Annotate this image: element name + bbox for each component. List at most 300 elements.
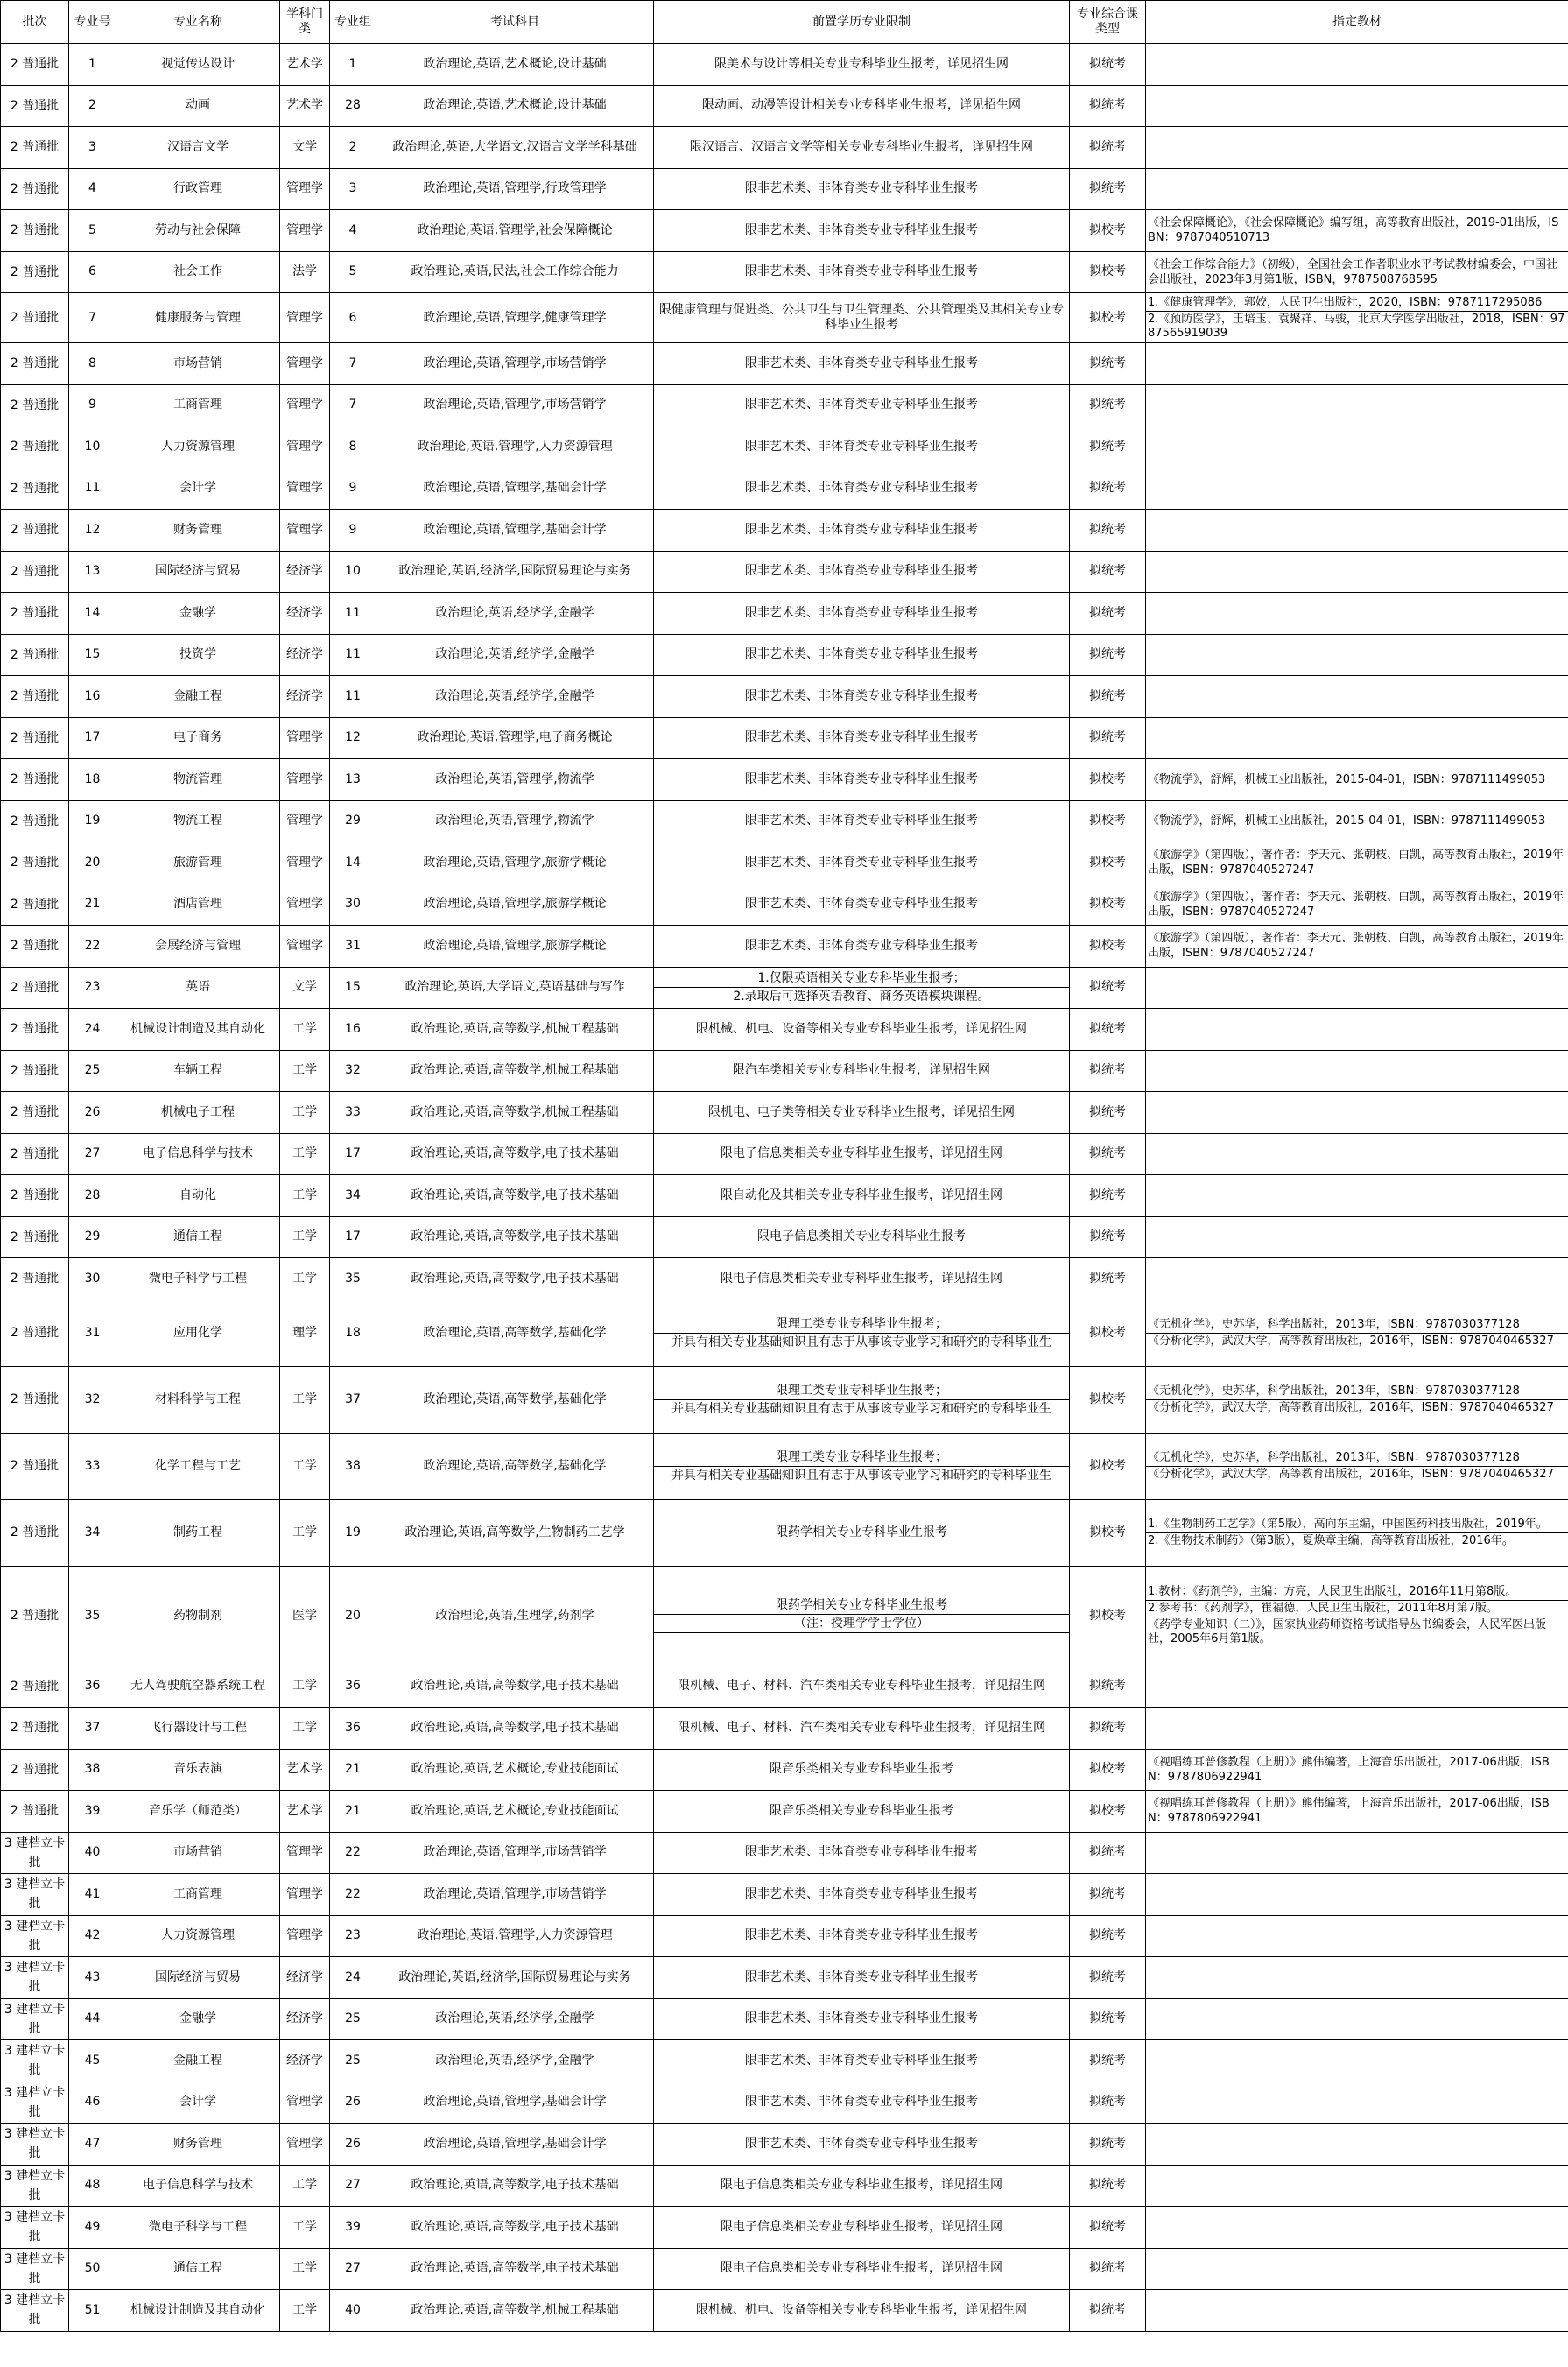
cell-discipline: 艺术学 bbox=[280, 44, 330, 86]
cell-subjects: 政治理论,英语,管理学,电子商务概论 bbox=[376, 717, 654, 759]
cell-textbooks bbox=[1146, 884, 1568, 926]
cell-subjects: 政治理论,英语,管理学,物流学 bbox=[376, 800, 654, 842]
cell-discipline: 工学 bbox=[280, 1133, 330, 1175]
table-row bbox=[1, 1666, 1568, 1708]
cell-course-type: 拟统考 bbox=[1070, 1009, 1146, 1051]
cell-subjects: 政治理论,英语,高等数学,机械工程基础 bbox=[376, 2290, 654, 2332]
cell-group: 38 bbox=[330, 1433, 376, 1499]
cell-major-no: 10 bbox=[69, 426, 116, 468]
cell-discipline: 工学 bbox=[280, 1175, 330, 1217]
cell-subjects: 政治理论,英语,经济学,国际贸易理论与实务 bbox=[376, 1957, 654, 1999]
cell-course-type: 拟统考 bbox=[1070, 1957, 1146, 1999]
cell-subjects: 政治理论,英语,管理学,旅游学概论 bbox=[376, 842, 654, 884]
cell-course-type: 拟统考 bbox=[1070, 426, 1146, 468]
cell-major-name: 汉语言文学 bbox=[116, 127, 280, 169]
cell-prior-limits bbox=[654, 1749, 1070, 1791]
cell-batch: 2 普通批 bbox=[1, 210, 69, 252]
limit-line: 限非艺术类、非体育类专业专科毕业生报考 bbox=[745, 1886, 978, 1901]
cell-major-name: 金融工程 bbox=[116, 676, 280, 718]
cell-prior-limits bbox=[654, 926, 1070, 968]
cell-major-no: 42 bbox=[69, 1915, 116, 1957]
textbook-entry: 《视唱练耳普修教程（上册）》熊伟编著，上海音乐出版社，2017-06出版，ISBN：9787806922941 bbox=[1148, 1797, 1550, 1826]
cell-major-no: 12 bbox=[69, 510, 116, 552]
cell-batch: 2 普通批 bbox=[1, 759, 69, 801]
cell-course-type: 拟校考 bbox=[1070, 842, 1146, 884]
limit-line: 限非艺术类、非体育类专业专科毕业生报考 bbox=[745, 1845, 978, 1860]
cell-batch: 2 普通批 bbox=[1, 1366, 69, 1433]
table-row bbox=[1, 1258, 1568, 1300]
table-row bbox=[1, 800, 1568, 842]
cell-textbooks bbox=[1146, 634, 1568, 676]
table-row bbox=[1, 1050, 1568, 1092]
limit-line: 限非艺术类、非体育类专业专科毕业生报考 bbox=[745, 771, 978, 786]
cell-prior-limits bbox=[654, 2040, 1070, 2082]
table-row bbox=[1, 1216, 1568, 1258]
cell-subjects: 政治理论,英语,大学语文,英语基础与写作 bbox=[376, 967, 654, 1009]
cell-batch: 2 普通批 bbox=[1, 293, 69, 343]
cell-batch: 3 建档立卡批 bbox=[1, 1957, 69, 1999]
header-discipline: 学科门类 bbox=[280, 1, 330, 44]
cell-textbooks bbox=[1146, 759, 1568, 801]
cell-major-name: 化学工程与工艺 bbox=[116, 1433, 280, 1499]
cell-prior-limits bbox=[654, 1300, 1070, 1366]
cell-subjects: 政治理论,英语,高等数学,机械工程基础 bbox=[376, 1009, 654, 1051]
table-row bbox=[1, 1092, 1568, 1134]
cell-prior-limits bbox=[654, 2290, 1070, 2332]
cell-group: 21 bbox=[330, 1749, 376, 1791]
table-row bbox=[1, 343, 1568, 385]
cell-textbooks bbox=[1146, 1749, 1568, 1791]
cell-batch: 2 普通批 bbox=[1, 343, 69, 385]
header-subjects: 考试科目 bbox=[376, 1, 654, 44]
cell-course-type: 拟统考 bbox=[1070, 1915, 1146, 1957]
cell-subjects: 政治理论,英语,高等数学,电子技术基础 bbox=[376, 1708, 654, 1750]
cell-group: 12 bbox=[330, 717, 376, 759]
cell-prior-limits bbox=[654, 676, 1070, 718]
table-row bbox=[1, 634, 1568, 676]
cell-textbooks bbox=[1146, 1133, 1568, 1175]
cell-major-no: 43 bbox=[69, 1957, 116, 1999]
cell-group: 11 bbox=[330, 593, 376, 635]
cell-group: 27 bbox=[330, 2165, 376, 2207]
table-row bbox=[1, 1133, 1568, 1175]
cell-subjects: 政治理论,英语,管理学,健康管理学 bbox=[376, 293, 654, 343]
cell-major-name: 电子信息科学与技术 bbox=[116, 2165, 280, 2207]
cell-prior-limits bbox=[654, 1433, 1070, 1499]
cell-prior-limits bbox=[654, 1366, 1070, 1433]
cell-batch: 2 普通批 bbox=[1, 1300, 69, 1366]
cell-subjects: 政治理论,英语,经济学,金融学 bbox=[376, 676, 654, 718]
cell-textbooks bbox=[1146, 1998, 1568, 2040]
cell-course-type: 拟校考 bbox=[1070, 884, 1146, 926]
cell-course-type: 拟统考 bbox=[1070, 2082, 1146, 2124]
cell-major-name: 市场营销 bbox=[116, 343, 280, 385]
limit-line: 限动画、动漫等设计相关专业专科毕业生报考，详见招生网 bbox=[702, 98, 1021, 113]
cell-course-type: 拟校考 bbox=[1070, 800, 1146, 842]
cell-course-type: 拟统考 bbox=[1070, 1258, 1146, 1300]
table-row bbox=[1, 1175, 1568, 1217]
cell-prior-limits bbox=[654, 1133, 1070, 1175]
cell-batch: 2 普通批 bbox=[1, 1791, 69, 1833]
cell-textbooks bbox=[1146, 251, 1568, 293]
cell-major-name: 药物制剂 bbox=[116, 1566, 280, 1666]
cell-course-type: 拟校考 bbox=[1070, 1566, 1146, 1666]
cell-course-type: 拟统考 bbox=[1070, 2124, 1146, 2166]
table-row bbox=[1, 2040, 1568, 2082]
cell-major-no: 44 bbox=[69, 1998, 116, 2040]
table-row bbox=[1, 251, 1568, 293]
cell-discipline: 法学 bbox=[280, 251, 330, 293]
cell-batch: 2 普通批 bbox=[1, 168, 69, 210]
cell-prior-limits bbox=[654, 2248, 1070, 2290]
cell-course-type: 拟统考 bbox=[1070, 168, 1146, 210]
cell-batch: 2 普通批 bbox=[1, 1433, 69, 1499]
limit-line: 限非艺术类、非体育类专业专科毕业生报考 bbox=[745, 688, 978, 703]
cell-batch: 3 建档立卡批 bbox=[1, 2040, 69, 2082]
cell-batch: 2 普通批 bbox=[1, 1050, 69, 1092]
cell-course-type: 拟统考 bbox=[1070, 634, 1146, 676]
cell-major-name: 电子信息科学与技术 bbox=[116, 1133, 280, 1175]
cell-course-type: 拟统考 bbox=[1070, 1832, 1146, 1874]
cell-course-type: 拟统考 bbox=[1070, 593, 1146, 635]
cell-discipline: 管理学 bbox=[280, 2124, 330, 2166]
limit-line: 限非艺术类、非体育类专业专科毕业生报考 bbox=[745, 398, 978, 412]
cell-batch: 2 普通批 bbox=[1, 1666, 69, 1708]
table-row bbox=[1, 1915, 1568, 1957]
cell-subjects: 政治理论,英语,高等数学,机械工程基础 bbox=[376, 1092, 654, 1134]
cell-major-no: 39 bbox=[69, 1791, 116, 1833]
cell-textbooks bbox=[1146, 967, 1568, 1009]
limit-line: 限机械、机电、设备等相关专业专科毕业生报考，详见招生网 bbox=[696, 2302, 1027, 2317]
limit-line: 限汽车类相关专业专科毕业生报考，详见招生网 bbox=[733, 1063, 990, 1078]
cell-prior-limits bbox=[654, 800, 1070, 842]
cell-subjects: 政治理论,英语,管理学,人力资源管理 bbox=[376, 1915, 654, 1957]
cell-course-type: 拟统考 bbox=[1070, 1998, 1146, 2040]
cell-discipline: 管理学 bbox=[280, 426, 330, 468]
cell-textbooks bbox=[1146, 1666, 1568, 1708]
table-row bbox=[1, 384, 1568, 426]
table-row bbox=[1, 1749, 1568, 1791]
cell-course-type: 拟统考 bbox=[1070, 1133, 1146, 1175]
cell-major-name: 微电子科学与工程 bbox=[116, 2207, 280, 2249]
limit-line: 限理工类专业专科毕业生报考； bbox=[654, 1448, 1069, 1467]
cell-major-no: 51 bbox=[69, 2290, 116, 2332]
limit-line: 限非艺术类、非体育类专业专科毕业生报考 bbox=[745, 522, 978, 537]
limit-line: 限非艺术类、非体育类专业专科毕业生报考 bbox=[745, 356, 978, 370]
cell-group: 29 bbox=[330, 800, 376, 842]
cell-discipline: 管理学 bbox=[280, 210, 330, 252]
cell-major-name: 会计学 bbox=[116, 468, 280, 510]
cell-major-name: 财务管理 bbox=[116, 510, 280, 552]
cell-major-name: 人力资源管理 bbox=[116, 1915, 280, 1957]
cell-subjects: 政治理论,英语,生理学,药剂学 bbox=[376, 1566, 654, 1666]
table-row bbox=[1, 593, 1568, 635]
cell-discipline: 管理学 bbox=[280, 468, 330, 510]
cell-major-name: 通信工程 bbox=[116, 2248, 280, 2290]
cell-discipline: 工学 bbox=[280, 2290, 330, 2332]
table-row bbox=[1, 1566, 1568, 1666]
cell-batch: 2 普通批 bbox=[1, 926, 69, 968]
cell-textbooks bbox=[1146, 1216, 1568, 1258]
textbook-entry: 《社会工作综合能力》（初级），全国社会工作者职业水平考试教材编委会，中国社会出版社，2023年3月第1版，ISBN，9787508768595 bbox=[1148, 257, 1558, 286]
cell-prior-limits bbox=[654, 1874, 1070, 1916]
cell-major-name: 旅游管理 bbox=[116, 842, 280, 884]
cell-prior-limits bbox=[654, 2082, 1070, 2124]
table-row bbox=[1, 2082, 1568, 2124]
cell-textbooks bbox=[1146, 2165, 1568, 2207]
cell-batch: 2 普通批 bbox=[1, 1749, 69, 1791]
cell-textbooks bbox=[1146, 1499, 1568, 1566]
cell-group: 22 bbox=[330, 1832, 376, 1874]
cell-discipline: 工学 bbox=[280, 1050, 330, 1092]
cell-textbooks bbox=[1146, 842, 1568, 884]
cell-group: 25 bbox=[330, 2040, 376, 2082]
limit-line: 限理工类专业专科毕业生报考； bbox=[654, 1315, 1069, 1334]
cell-major-no: 27 bbox=[69, 1133, 116, 1175]
textbook-entry: 《分析化学》，武汉大学，高等教育出版社，2016年，ISBN：9787040465327 bbox=[1148, 1400, 1554, 1414]
table-row bbox=[1, 842, 1568, 884]
cell-major-name: 制药工程 bbox=[116, 1499, 280, 1566]
cell-group: 9 bbox=[330, 510, 376, 552]
cell-major-no: 15 bbox=[69, 634, 116, 676]
cell-group: 8 bbox=[330, 426, 376, 468]
cell-textbooks bbox=[1146, 1957, 1568, 1999]
limit-line: 限非艺术类、非体育类专业专科毕业生报考 bbox=[745, 1969, 978, 1984]
cell-major-no: 11 bbox=[69, 468, 116, 510]
cell-group: 30 bbox=[330, 884, 376, 926]
cell-textbooks bbox=[1146, 1915, 1568, 1957]
cell-batch: 3 建档立卡批 bbox=[1, 2207, 69, 2249]
cell-batch: 2 普通批 bbox=[1, 384, 69, 426]
cell-textbooks bbox=[1146, 168, 1568, 210]
cell-subjects: 政治理论,英语,管理学,基础会计学 bbox=[376, 2082, 654, 2124]
limit-line: 限非艺术类、非体育类专业专科毕业生报考 bbox=[745, 222, 978, 237]
cell-group: 26 bbox=[330, 2124, 376, 2166]
cell-course-type: 拟统考 bbox=[1070, 1175, 1146, 1217]
cell-subjects: 政治理论,英语,高等数学,电子技术基础 bbox=[376, 1175, 654, 1217]
textbook-entry: 《分析化学》，武汉大学，高等教育出版社，2016年，ISBN：9787040465327 bbox=[1148, 1334, 1554, 1348]
cell-batch: 2 普通批 bbox=[1, 127, 69, 169]
cell-prior-limits bbox=[654, 168, 1070, 210]
cell-textbooks bbox=[1146, 1832, 1568, 1874]
cell-major-name: 工商管理 bbox=[116, 1874, 280, 1916]
cell-major-name: 物流工程 bbox=[116, 800, 280, 842]
cell-textbooks bbox=[1146, 2124, 1568, 2166]
cell-group: 13 bbox=[330, 759, 376, 801]
cell-discipline: 管理学 bbox=[280, 1832, 330, 1874]
cell-major-no: 2 bbox=[69, 85, 116, 127]
cell-major-name: 酒店管理 bbox=[116, 884, 280, 926]
cell-major-no: 45 bbox=[69, 2040, 116, 2082]
cell-course-type: 拟统考 bbox=[1070, 551, 1146, 593]
cell-major-name: 应用化学 bbox=[116, 1300, 280, 1366]
cell-course-type: 拟校考 bbox=[1070, 1749, 1146, 1791]
cell-prior-limits bbox=[654, 2124, 1070, 2166]
cell-course-type: 拟校考 bbox=[1070, 1499, 1146, 1566]
textbook-entry: 《社会保障概论》，《社会保障概论》编写组，高等教育出版社，2019-01出版，ISBN：9787040510713 bbox=[1148, 216, 1559, 245]
cell-major-no: 21 bbox=[69, 884, 116, 926]
table-row bbox=[1, 676, 1568, 718]
header-major-name: 专业名称 bbox=[116, 1, 280, 44]
cell-course-type: 拟校考 bbox=[1070, 1433, 1146, 1499]
limit-line: 限非艺术类、非体育类专业专科毕业生报考 bbox=[745, 264, 978, 279]
limit-line: 1.仅限英语相关专业专科毕业生报考； bbox=[654, 969, 1069, 988]
cell-discipline: 管理学 bbox=[280, 384, 330, 426]
cell-batch: 2 普通批 bbox=[1, 593, 69, 635]
cell-subjects: 政治理论,英语,经济学,金融学 bbox=[376, 634, 654, 676]
cell-course-type: 拟统考 bbox=[1070, 384, 1146, 426]
header-major-no: 专业号 bbox=[69, 1, 116, 44]
cell-subjects: 政治理论,英语,高等数学,电子技术基础 bbox=[376, 2165, 654, 2207]
table-row bbox=[1, 2248, 1568, 2290]
cell-discipline: 管理学 bbox=[280, 293, 330, 343]
cell-course-type: 拟校考 bbox=[1070, 759, 1146, 801]
header-group: 专业组 bbox=[330, 1, 376, 44]
cell-major-no: 38 bbox=[69, 1749, 116, 1791]
cell-textbooks bbox=[1146, 384, 1568, 426]
table-row bbox=[1, 759, 1568, 801]
cell-major-no: 7 bbox=[69, 293, 116, 343]
cell-major-name: 车辆工程 bbox=[116, 1050, 280, 1092]
cell-subjects: 政治理论,英语,艺术概论,专业技能面试 bbox=[376, 1749, 654, 1791]
cell-major-no: 26 bbox=[69, 1092, 116, 1134]
cell-discipline: 文学 bbox=[280, 127, 330, 169]
cell-subjects: 政治理论,英语,管理学,基础会计学 bbox=[376, 510, 654, 552]
cell-batch: 2 普通批 bbox=[1, 85, 69, 127]
limit-line: 限非艺术类、非体育类专业专科毕业生报考 bbox=[745, 938, 978, 953]
limit-line: 限非艺术类、非体育类专业专科毕业生报考 bbox=[745, 814, 978, 828]
cell-major-no: 47 bbox=[69, 2124, 116, 2166]
cell-subjects: 政治理论,英语,高等数学,生物制药工艺学 bbox=[376, 1499, 654, 1566]
cell-batch: 3 建档立卡批 bbox=[1, 2082, 69, 2124]
cell-discipline: 工学 bbox=[280, 1366, 330, 1433]
textbook-entry: 《无机化学》，史苏华，科学出版社，2013年，ISBN：9787030377128 bbox=[1146, 1384, 1568, 1400]
cell-batch: 2 普通批 bbox=[1, 1566, 69, 1666]
cell-major-name: 劳动与社会保障 bbox=[116, 210, 280, 252]
cell-major-name: 英语 bbox=[116, 967, 280, 1009]
cell-major-name: 视觉传达设计 bbox=[116, 44, 280, 86]
cell-discipline: 艺术学 bbox=[280, 1749, 330, 1791]
cell-major-no: 23 bbox=[69, 967, 116, 1009]
header-prior-limits: 前置学历专业限制 bbox=[654, 1, 1070, 44]
cell-prior-limits bbox=[654, 2207, 1070, 2249]
cell-textbooks bbox=[1146, 1874, 1568, 1916]
limit-line: 限机械、电子、材料、汽车类相关专业专科毕业生报考，详见招生网 bbox=[678, 1679, 1045, 1694]
cell-subjects: 政治理论,英语,经济学,国际贸易理论与实务 bbox=[376, 551, 654, 593]
limit-line: 限机械、机电、设备等相关专业专科毕业生报考，详见招生网 bbox=[696, 1021, 1027, 1036]
cell-major-no: 49 bbox=[69, 2207, 116, 2249]
cell-major-name: 会计学 bbox=[116, 2082, 280, 2124]
textbook-entry: 1.教材：《药剂学》，主编：方亮，人民卫生出版社，2016年11月第8版。 bbox=[1146, 1584, 1568, 1601]
cell-prior-limits bbox=[654, 1092, 1070, 1134]
cell-batch: 2 普通批 bbox=[1, 800, 69, 842]
cell-group: 27 bbox=[330, 2248, 376, 2290]
cell-batch: 2 普通批 bbox=[1, 967, 69, 1009]
cell-group: 34 bbox=[330, 1175, 376, 1217]
cell-discipline: 工学 bbox=[280, 1216, 330, 1258]
cell-major-no: 29 bbox=[69, 1216, 116, 1258]
limit-line: 限非艺术类、非体育类专业专科毕业生报考 bbox=[745, 2053, 978, 2068]
cell-prior-limits bbox=[654, 384, 1070, 426]
cell-major-no: 41 bbox=[69, 1874, 116, 1916]
limit-line: 并具有相关专业基础知识且有志于从事该专业学习和研究的专科毕业生 bbox=[671, 1335, 1051, 1349]
limit-line: 并具有相关专业基础知识且有志于从事该专业学习和研究的专科毕业生 bbox=[671, 1401, 1051, 1416]
cell-discipline: 管理学 bbox=[280, 343, 330, 385]
limit-line: 限自动化及其相关专业专科毕业生报考，详见招生网 bbox=[721, 1187, 1002, 1202]
table-row bbox=[1, 2124, 1568, 2166]
cell-textbooks bbox=[1146, 293, 1568, 343]
cell-batch: 2 普通批 bbox=[1, 44, 69, 86]
cell-subjects: 政治理论,英语,高等数学,电子技术基础 bbox=[376, 1666, 654, 1708]
cell-discipline: 管理学 bbox=[280, 1874, 330, 1916]
cell-discipline: 管理学 bbox=[280, 926, 330, 968]
cell-subjects: 政治理论,英语,管理学,社会保障概论 bbox=[376, 210, 654, 252]
cell-group: 10 bbox=[330, 551, 376, 593]
cell-discipline: 工学 bbox=[280, 1009, 330, 1051]
cell-discipline: 经济学 bbox=[280, 676, 330, 718]
limit-line: 限美术与设计等相关专业专科毕业生报考，详见招生网 bbox=[714, 56, 1009, 71]
cell-group: 25 bbox=[330, 1998, 376, 2040]
cell-major-no: 46 bbox=[69, 2082, 116, 2124]
limit-line: 限非艺术类、非体育类专业专科毕业生报考 bbox=[745, 605, 978, 620]
cell-major-name: 材料科学与工程 bbox=[116, 1366, 280, 1433]
cell-subjects: 政治理论,英语,管理学,基础会计学 bbox=[376, 2124, 654, 2166]
cell-discipline: 管理学 bbox=[280, 510, 330, 552]
cell-prior-limits bbox=[654, 510, 1070, 552]
cell-subjects: 政治理论,英语,高等数学,基础化学 bbox=[376, 1433, 654, 1499]
cell-major-name: 微电子科学与工程 bbox=[116, 1258, 280, 1300]
cell-subjects: 政治理论,英语,管理学,市场营销学 bbox=[376, 1832, 654, 1874]
cell-major-name: 金融学 bbox=[116, 1998, 280, 2040]
cell-batch: 3 建档立卡批 bbox=[1, 2124, 69, 2166]
table-row bbox=[1, 551, 1568, 593]
cell-prior-limits bbox=[654, 468, 1070, 510]
cell-major-name: 飞行器设计与工程 bbox=[116, 1708, 280, 1750]
cell-group: 14 bbox=[330, 842, 376, 884]
cell-major-no: 1 bbox=[69, 44, 116, 86]
cell-course-type: 拟统考 bbox=[1070, 2165, 1146, 2207]
cell-course-type: 拟统考 bbox=[1070, 1216, 1146, 1258]
cell-discipline: 经济学 bbox=[280, 593, 330, 635]
cell-group: 28 bbox=[330, 85, 376, 127]
cell-batch: 2 普通批 bbox=[1, 468, 69, 510]
cell-group: 17 bbox=[330, 1133, 376, 1175]
cell-major-name: 健康服务与管理 bbox=[116, 293, 280, 343]
cell-discipline: 工学 bbox=[280, 1258, 330, 1300]
cell-discipline: 工学 bbox=[280, 1092, 330, 1134]
table-row bbox=[1, 44, 1568, 86]
cell-textbooks bbox=[1146, 717, 1568, 759]
cell-major-no: 4 bbox=[69, 168, 116, 210]
cell-major-no: 3 bbox=[69, 127, 116, 169]
cell-course-type: 拟统考 bbox=[1070, 343, 1146, 385]
cell-major-no: 48 bbox=[69, 2165, 116, 2207]
textbook-entry: 《药学专业知识（二）》，国家执业药师资格考试指导丛书编委会，人民军医出版社，2005年6月第1版。 bbox=[1148, 1618, 1547, 1645]
cell-course-type: 拟统考 bbox=[1070, 2248, 1146, 2290]
cell-prior-limits bbox=[654, 127, 1070, 169]
cell-textbooks bbox=[1146, 1433, 1568, 1499]
cell-course-type: 拟统考 bbox=[1070, 1092, 1146, 1134]
table-row bbox=[1, 468, 1568, 510]
cell-major-name: 人力资源管理 bbox=[116, 426, 280, 468]
cell-group: 26 bbox=[330, 2082, 376, 2124]
cell-prior-limits bbox=[654, 44, 1070, 86]
table-row bbox=[1, 1957, 1568, 1999]
cell-batch: 2 普通批 bbox=[1, 1092, 69, 1134]
cell-major-name: 电子商务 bbox=[116, 717, 280, 759]
cell-prior-limits bbox=[654, 251, 1070, 293]
cell-subjects: 政治理论,英语,高等数学,电子技术基础 bbox=[376, 2248, 654, 2290]
